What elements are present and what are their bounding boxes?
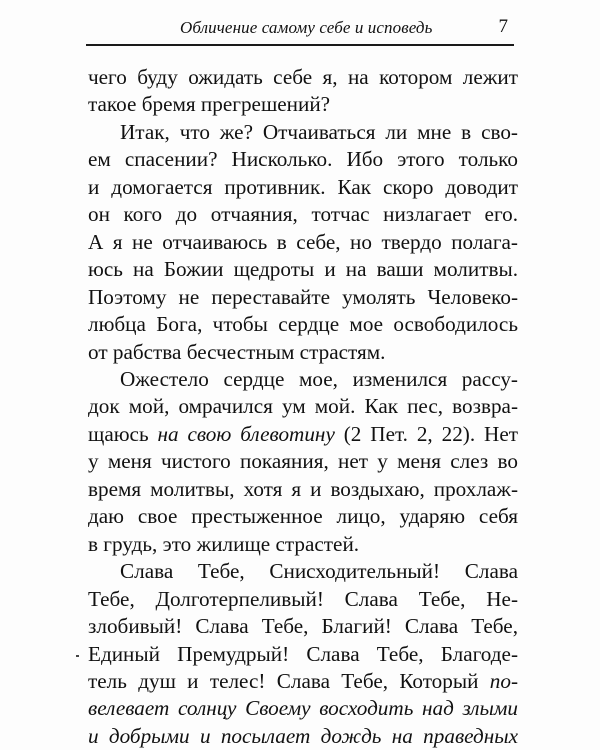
text-line: время молитвы, хотя я и воздыхаю, прохлаж- bbox=[88, 476, 518, 501]
text-line-with-quote bbox=[88, 668, 518, 695]
text-line: Поэтому не переставайте умолять Человеко- bbox=[88, 284, 518, 309]
running-title: Обличение самому себе и исповедь bbox=[180, 18, 433, 37]
paragraph-4 bbox=[88, 558, 518, 750]
text-line-with-quote bbox=[88, 421, 518, 448]
text-line: Слава Тебе, Снисходительный! Слава bbox=[120, 559, 518, 584]
scripture-quote: на свою блевотину bbox=[157, 421, 335, 446]
text-line: злобивый! Слава Тебе, Благий! Слава Тебе, bbox=[88, 614, 518, 639]
text-line: он кого до отчаяния, тотчас низлагает его. bbox=[88, 202, 518, 227]
text-line: Единый Премудрый! Слава Тебе, Благоде- bbox=[88, 641, 518, 666]
paragraph-3 bbox=[88, 366, 518, 558]
scripture-quote: по- bbox=[489, 668, 518, 693]
running-header bbox=[86, 10, 514, 46]
text-line: юсь на Божии щедроты и на ваши молитвы. bbox=[88, 257, 518, 282]
scripture-quote-line: велевает солнцу Своему восходить над злыми bbox=[88, 696, 518, 721]
text-line: Итак, что же? Отчаиваться ли мне в сво- bbox=[120, 119, 518, 144]
text-line: А я не отчаиваюсь в себе, но твердо полага- bbox=[88, 229, 518, 254]
text-line: Ожестело сердце мое, изменился рассу- bbox=[120, 366, 518, 391]
text-line: от рабства бесчестным страстям. bbox=[88, 339, 386, 364]
paragraph-1 bbox=[88, 64, 518, 119]
page-number: 7 bbox=[498, 16, 508, 37]
text-line: Тебе, Долготерпеливый! Слава Тебе, Не- bbox=[88, 586, 518, 611]
text-line: даю свое престыженное лицо, ударяю себя bbox=[88, 504, 518, 529]
text-segment: щаюсь bbox=[88, 421, 158, 446]
text-line: любца Бога, чтобы сердце мое освободилось bbox=[88, 312, 518, 337]
text-segment: (2 Пет. 2, 22). Нет bbox=[334, 421, 518, 446]
text-line: ем спасении? Нисколько. Ибо этого только bbox=[88, 147, 518, 172]
text-line: чего буду ожидать себе я, на котором лежит bbox=[88, 65, 518, 89]
text-line: док мой, омрачился ум мой. Как пес, возвра- bbox=[88, 394, 518, 419]
text-line: в грудь, это жилище страстей. bbox=[88, 531, 360, 556]
margin-mark bbox=[76, 655, 79, 657]
text-line: и домогается противник. Как скоро доводит bbox=[88, 174, 518, 199]
text-line: у меня чистого покаяния, нет у меня слез во bbox=[88, 449, 518, 474]
body-text bbox=[88, 64, 518, 750]
scripture-quote-line: и добрыми и посылает дождь на праведных bbox=[88, 723, 518, 748]
paragraph-2 bbox=[88, 119, 518, 366]
text-segment: тель душ и телес! Слава Тебе, Который bbox=[88, 668, 490, 693]
text-line: такое бремя прегрешений? bbox=[88, 92, 331, 117]
